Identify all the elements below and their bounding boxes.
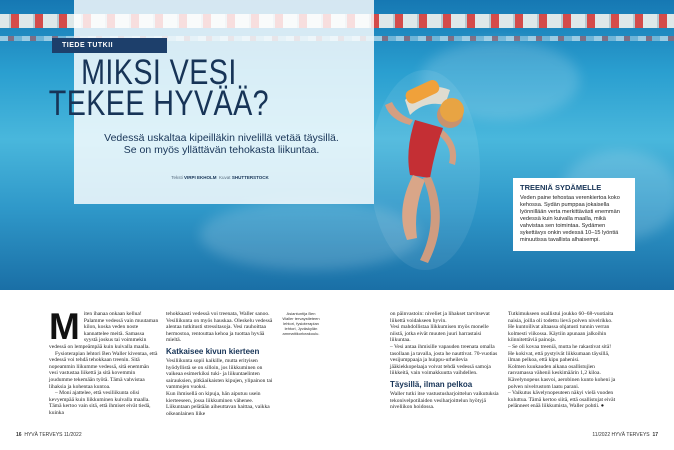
- paragraph: Waller tutki itse vastustusharjoittelun vaikutuksia tekonivelpotilaiden vesiharjoittelun hyötyjä niveliikon hoidossa.: [390, 390, 499, 411]
- drop-cap: M: [49, 306, 80, 347]
- page-number-left: 16: [16, 432, 22, 438]
- page-number-right: 17: [652, 432, 658, 438]
- paragraph: tehokkaasti vedessä voi treenata, Waller sanoo. Vesiliikunta on myös hauskaa. Oleskelu vedessä alentaa tutkitusti stressitasoja. Vesi rauhoittaa hermostoa, rentouttaa kehoa ja tuottaa hyvää mieltä.: [166, 311, 273, 344]
- article-deck: Vedessä uskaltaa kipeilläkin nivelillä vetää täysillä. Se on myös yllättävän tehokasta liikuntaa.: [104, 132, 339, 156]
- expert-caption: Asiantuntija Ben Waller tervaystieteen lehtori, fysioterapian lehtori, Jyväskylän ammattikorkeakoulu.: [282, 311, 320, 336]
- credit-text-label: Teksti: [171, 175, 183, 180]
- paragraph: Vesiliikunta sopii kaikille, mutta erityisen hyödyllistä se on silloin, jos liikkuminen on vaikeaa esimerkiksi tuki- ja liikuntaelinten sairauksien, pitkäaikaisten kipujen, ylipainon tai vammojen vuoksi. Kun ihmisellä on kipuja, hän aiputuu usein kierteeseen, jossa liikkuminen vähenee. Liikuntaan pelätään aiheuttavan haittaa, vaikka oikeanlainen liike: [166, 357, 273, 417]
- credit-photo-label: Kuvat: [219, 175, 231, 180]
- magazine-name-left: HYVÄ TERVEYS 11/2022: [24, 432, 82, 438]
- subheading: Katkaisee kivun kierteen: [166, 346, 260, 356]
- swimmer-figure: [365, 60, 485, 280]
- body-column-4: [508, 311, 618, 410]
- body-column-1: [49, 306, 159, 417]
- magazine-name-right: 11/2022 HYVÄ TERVEYS: [592, 432, 650, 438]
- body-column-2: [166, 311, 276, 417]
- credit-text-name: VIRPI EKHOLM: [184, 175, 217, 180]
- paragraph: on päinvastoin: niveliet ja lihakset tarvitsevat liikettä voidakseen hyvin. Vesi mahdollistaa liikkumisen myös monelle niistä, jotka eivät muuten juuri harrastaisi liikuntaa. – Vesi antaa ihmisille vapauden treenata omalla tasollaan ja tavalla, josta he nauttivat. 70-vuotias vesijumppaaja ja huippu-urheilevia jääkiekkopelaaja voivat tehdä vedessä samoja liikkeitä, vain voimakkuutta vaihdellen.: [390, 311, 498, 377]
- credit-photo-name: SHUTTERSTOCK: [231, 175, 269, 180]
- folio-left: [16, 432, 82, 438]
- article-credits: [110, 175, 330, 180]
- section-tag: TIEDE TUTKII: [52, 38, 167, 53]
- sidebar-body: Veden paine tehostaa verenkiertoa koko kehossa. Sydän pumppaa jokaisella lyönnillään verta merkittävästi enemmän vedessä kuin kuivalla maalla, mikä vahvistaa sen toimintaa. Sydämen sykettävys onkin vedessä 10–15 lyöntiä minuutissa tavallista alhaisempi.: [520, 194, 620, 243]
- sidebar-title: TREENIÄ SYDÄMELLE: [520, 183, 602, 192]
- body-column-3: [390, 311, 500, 411]
- paragraph: Tutkimukseen osallistui joukko 60–68-vuotiaita naisia, joilla oli todettu lievä polven nivelrikko. He kuntoilivat altaassa ohjatusti tunnin verran kolmesti viikossa. Käytiin apunaan jalkoihin kiinnitettäviä painoja. – Se oli kovaa treeniä, mutta he rakastivat sitä! He kokivat, että pystyivät liikkumaan täysillä, ilman pelkoa, että kipu pahenisi. Kolmen kuukauden aikana osallistujien rasvamassa vähenii keskimäärin 1,2 kiloa. Kävelynopeus kasvoi, aerobinen kunto koheni ja polven nivelrustom laatu parani. – Vaikutus kävelynopeuteen näkyi vielä vuoden kuluttua. Tämä kertoo siitä, että osallistujat eivät pelänneet enää liikkumista, Waller pohtii. ●: [508, 311, 616, 410]
- sidebar-box: [513, 178, 635, 251]
- folio-right: [592, 432, 658, 438]
- subheading: Täysillä, ilman pelkoa: [390, 379, 473, 389]
- paragraph: – Moni ajattelee, että vesiliikunta olisi kevyempää kuin liikkuminen kuivalla maalla. Tämä kertoo vain sitä, että ihmiset eivät tiedä, kuinka: [49, 390, 151, 416]
- paragraph: Fysioterapian lehtori Ben Waller kiventaa, että vedessä voi tehdä tehokkaan treenin. Sitä nopeammin liikumme vedessä, sitä enemmän vesi vastustaa liikettä ja sitä kovemmin joudumme tekemään työtä. Tämä vahvistaa lihaksia ja kohentaa kuntoa.: [49, 350, 158, 390]
- article-title: MIKSI VESI TEKEE HYVÄÄ?: [48, 53, 270, 123]
- paragraph: iten ihanaa onkaan kellua! Palamme vedessä vain muutaman kilon, koska veden noste kannattelee meitä. Samassa syystä joskus tai voimmekin vedessä on lempeämpää kuin kuivalla maalla.: [49, 311, 159, 350]
